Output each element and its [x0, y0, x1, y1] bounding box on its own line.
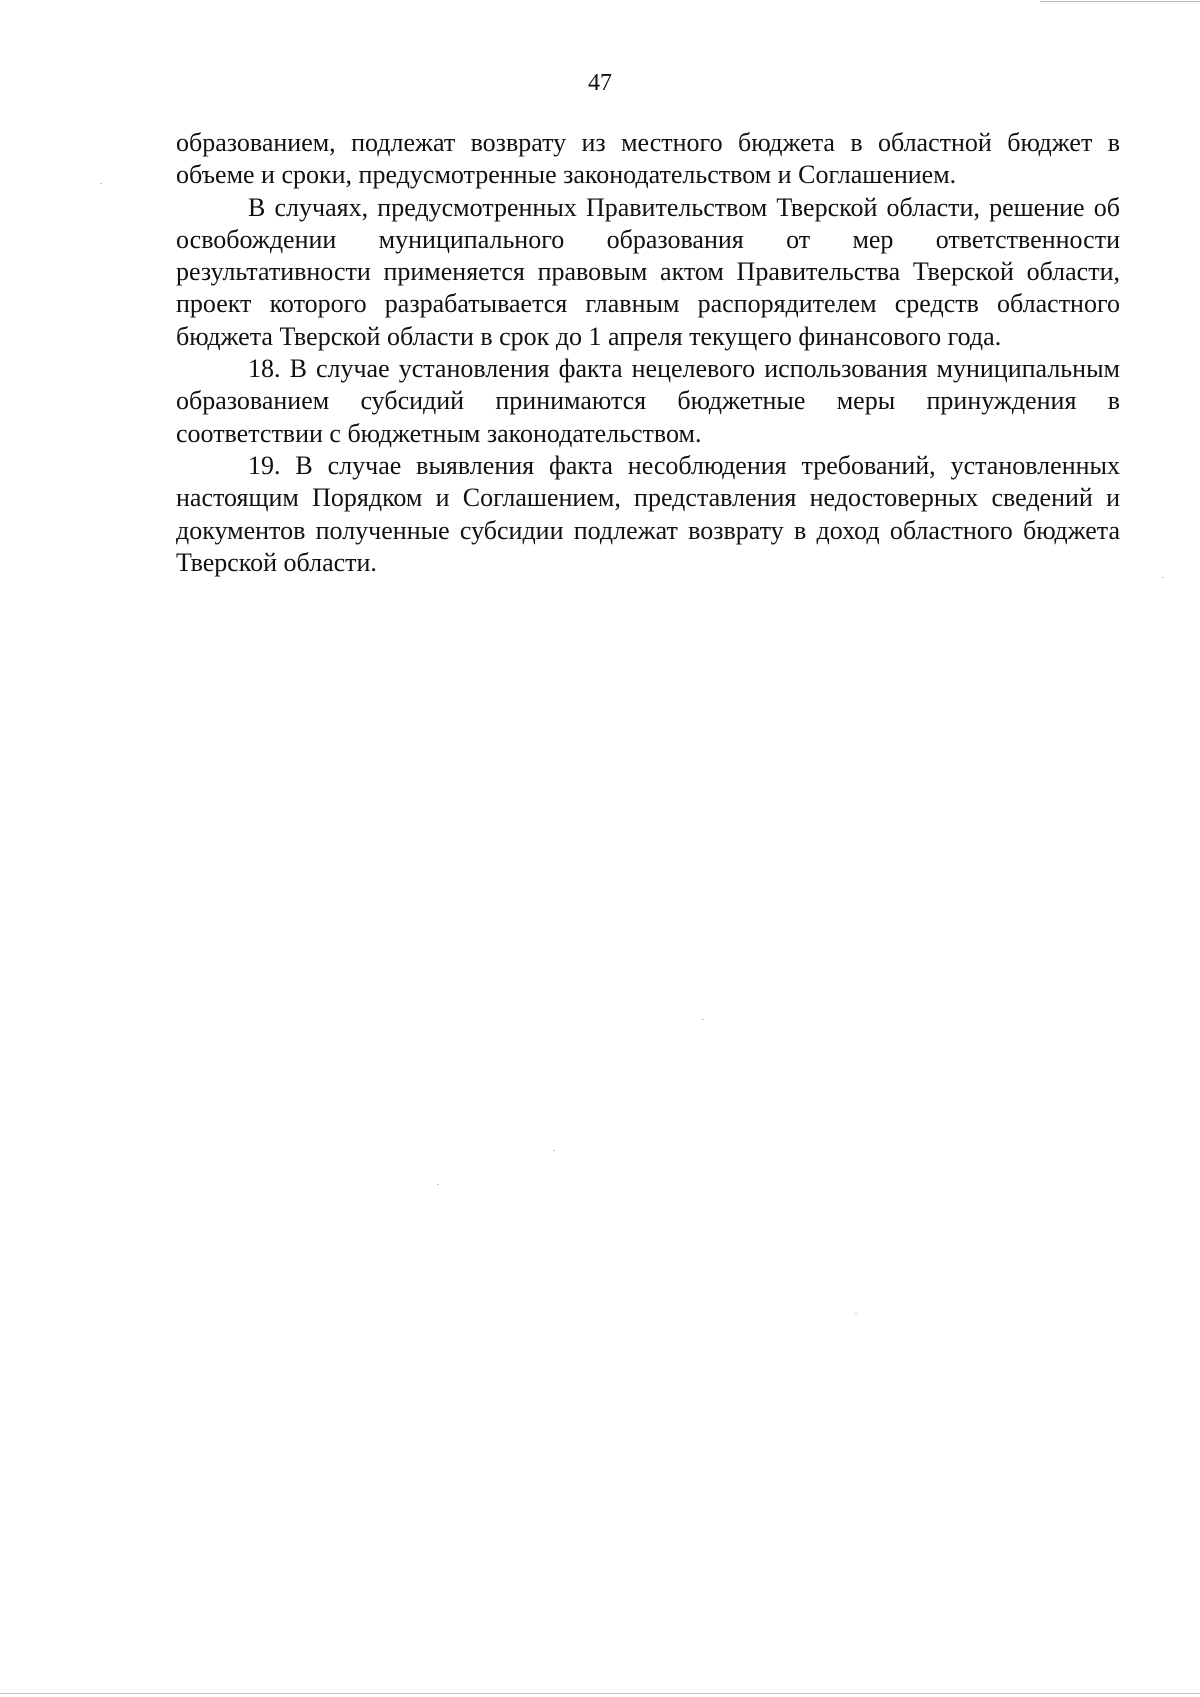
paragraph-exemption: В случаях, предусмотренных Правительством Тверской области, решение об освобождении муниципального образования от мер ответственности результативности применяется правовым актом Правительства Тверской области, проект которого разрабатывается главным распорядителем средств областного бюджета Тверской области в срок до 1 апреля текущего финансового года. [176, 192, 1120, 351]
paragraph-clause-19: 19. В случае выявления факта несоблюдения требований, установленных настоящим Порядком и Соглашением, представления недостоверных сведений и документов полученные субсидии подлежат возврату в доход областного бюджета Тверской области. [176, 450, 1120, 577]
paragraph-continuation: образованием, подлежат возврату из местного бюджета в областной бюджет в объеме и сроки, предусмотренные законодательством и Соглашением. [176, 128, 1120, 190]
scan-dust [553, 1150, 555, 1151]
scan-dust [1162, 577, 1164, 578]
scan-dust [855, 1313, 857, 1314]
scan-dust [437, 1184, 439, 1185]
scan-edge-line [1040, 1, 1200, 2]
page-number: 47 [588, 70, 612, 96]
scan-dust [100, 183, 102, 184]
scan-edge-line [0, 1693, 1200, 1694]
document-body [176, 127, 1120, 579]
paragraph-clause-18: 18. В случае установления факта нецелевого использования муниципальным образованием субсидий принимаются бюджетные меры принуждения в соответствии с бюджетным законодательством. [176, 354, 1120, 448]
scan-dust [702, 1019, 704, 1020]
